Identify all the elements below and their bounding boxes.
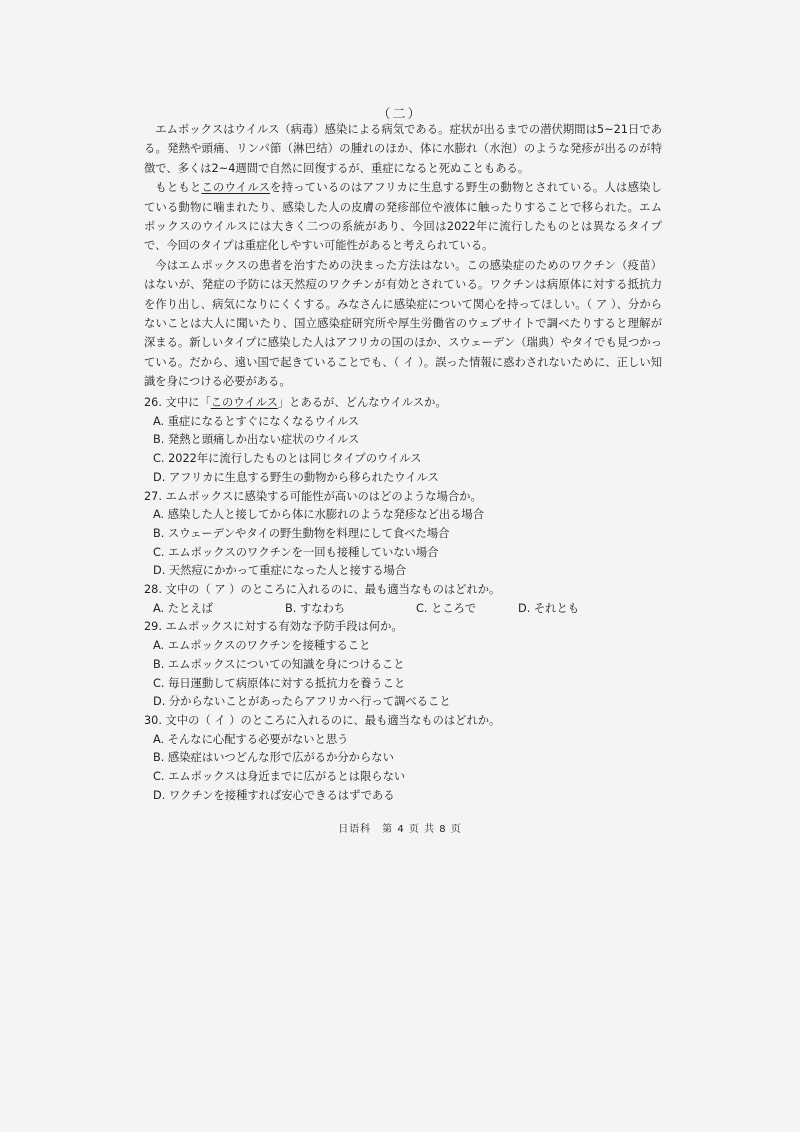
- question-stem: 30. 文中の（ イ ）のところに入れるのに、最も適当なものはどれか。: [144, 713, 501, 727]
- underlined-phrase: このウイルス: [210, 396, 278, 409]
- passage-paragraph-1: エムポックスはウイルス（病毒）感染による病気である。症状が出るまでの潜伏期間は5~21日である。発熱や頭痛、リンパ節（淋巴结）の腫れのほか、体に水膨れ（水泡）のような発疹が出るのが特徴で、多くは2~4週間で自然に回復するが、重症になると死ぬこともある。: [144, 123, 662, 175]
- option-row: [153, 600, 664, 619]
- stem-text: 」とあるが、どんなウイルスか。: [277, 396, 447, 409]
- option-d: D. 天然痘にかかって重症になった人と接する場合: [153, 564, 407, 578]
- passage-text: もともと: [155, 181, 202, 195]
- option-d: D. それとも: [518, 601, 580, 615]
- question-27: [144, 488, 664, 582]
- option-b: B. 感染症はいつどんな形で広がるか分からない: [153, 751, 394, 765]
- option-d: D. アフリカに生息する野生の動物から移られたウイルス: [153, 470, 439, 484]
- question-stem: [144, 394, 664, 413]
- question-stem: 28. 文中の（ ア ）のところに入れるのに、最も適当なものはどれか。: [144, 583, 501, 597]
- option-a: A. そんなに心配する必要がないと思う: [153, 732, 349, 746]
- passage-text: を持っているのはアフリカに生息する野生の動物とされている。人は感染している動物に噛まれたり、感染した人の皮膚の発疹部位や液体に触ったりすることで移られた。エムポックスのウイルスには大きく二つの系統があり、今回は2022年に流行したものとは異なるタイプで、今回のタイプは重症化しやすい可能性があると考えられている。: [144, 181, 662, 253]
- page-footer: 日语科 第 4 页 共 8 页: [338, 824, 462, 835]
- stem-text: 26. 文中に「: [144, 396, 211, 409]
- question-30: [144, 712, 664, 806]
- option-b: B. エムポックスについての知識を身につけること: [153, 657, 405, 671]
- question-stem: 29. エムポックスに対する有効な予防手段は何か。: [144, 620, 403, 634]
- underlined-phrase: このウイルス: [201, 181, 271, 195]
- option-b: B. 発熱と頭痛しか出ない症状のウイルス: [153, 433, 360, 447]
- passage-paragraph-2: [144, 178, 662, 256]
- passage-paragraph-3: 今はエムポックスの患者を治すための決まった方法はない。この感染症のためのワクチン（疫苗）はないが、発症の予防には天然痘のワクチンが有効とされている。ワクチンは病原体に対する抵抗力を作り出し、病気になりにくくする。みなさんに感染症について関心を持ってほしい。（ ア ）、分からないことは大人に聞いたり、国立感染症研究所や厚生労働省のウェブサイトで調べたりすると理解が深まる。新しいタイプに感染した人はアフリカの国のほか、スウェーデン（瑞典）やタイでも見つかっている。だから、遠い国で起きていることでも、（ イ ）。誤った情報に惑わされないために、正しい知識を身につける必要がある。: [144, 258, 662, 389]
- question-29: [144, 618, 664, 712]
- option-c: C. 2022年に流行したものとは同じタイプのウイルス: [153, 452, 422, 466]
- option-a: A. エムポックスのワクチンを接種すること: [153, 639, 371, 653]
- reading-passage: [144, 120, 662, 392]
- question-26: [144, 394, 664, 488]
- option-a: A. たとえば: [153, 601, 213, 615]
- section-title: （二）: [377, 107, 423, 122]
- option-c: C. エムポックスのワクチンを一回も接種していない場合: [153, 545, 439, 559]
- option-a: A. 重症になるとすぐになくなるウイルス: [153, 414, 360, 428]
- question-stem: 27. エムポックスに感染する可能性が高いのはどのような場合か。: [144, 489, 482, 503]
- option-c: C. ところで: [416, 601, 477, 615]
- option-a: A. 感染した人と接してから体に水膨れのような発疹など出る場合: [153, 508, 485, 522]
- option-c: C. 毎日運動して病原体に対する抵抗力を養うこと: [153, 676, 406, 690]
- option-d: D. ワクチンを接種すれば安心できるはずである: [153, 788, 395, 802]
- option-c: C. エムポックスは身近までに広がるとは限らない: [153, 770, 406, 784]
- option-b: B. スウェーデンやタイの野生動物を料理にして食べた場合: [153, 526, 450, 540]
- question-28: [144, 581, 664, 618]
- option-d: D. 分からないことがあったらアフリカへ行って調べること: [153, 695, 451, 709]
- question-list: [144, 394, 664, 805]
- option-b: B. すなわち: [285, 601, 346, 615]
